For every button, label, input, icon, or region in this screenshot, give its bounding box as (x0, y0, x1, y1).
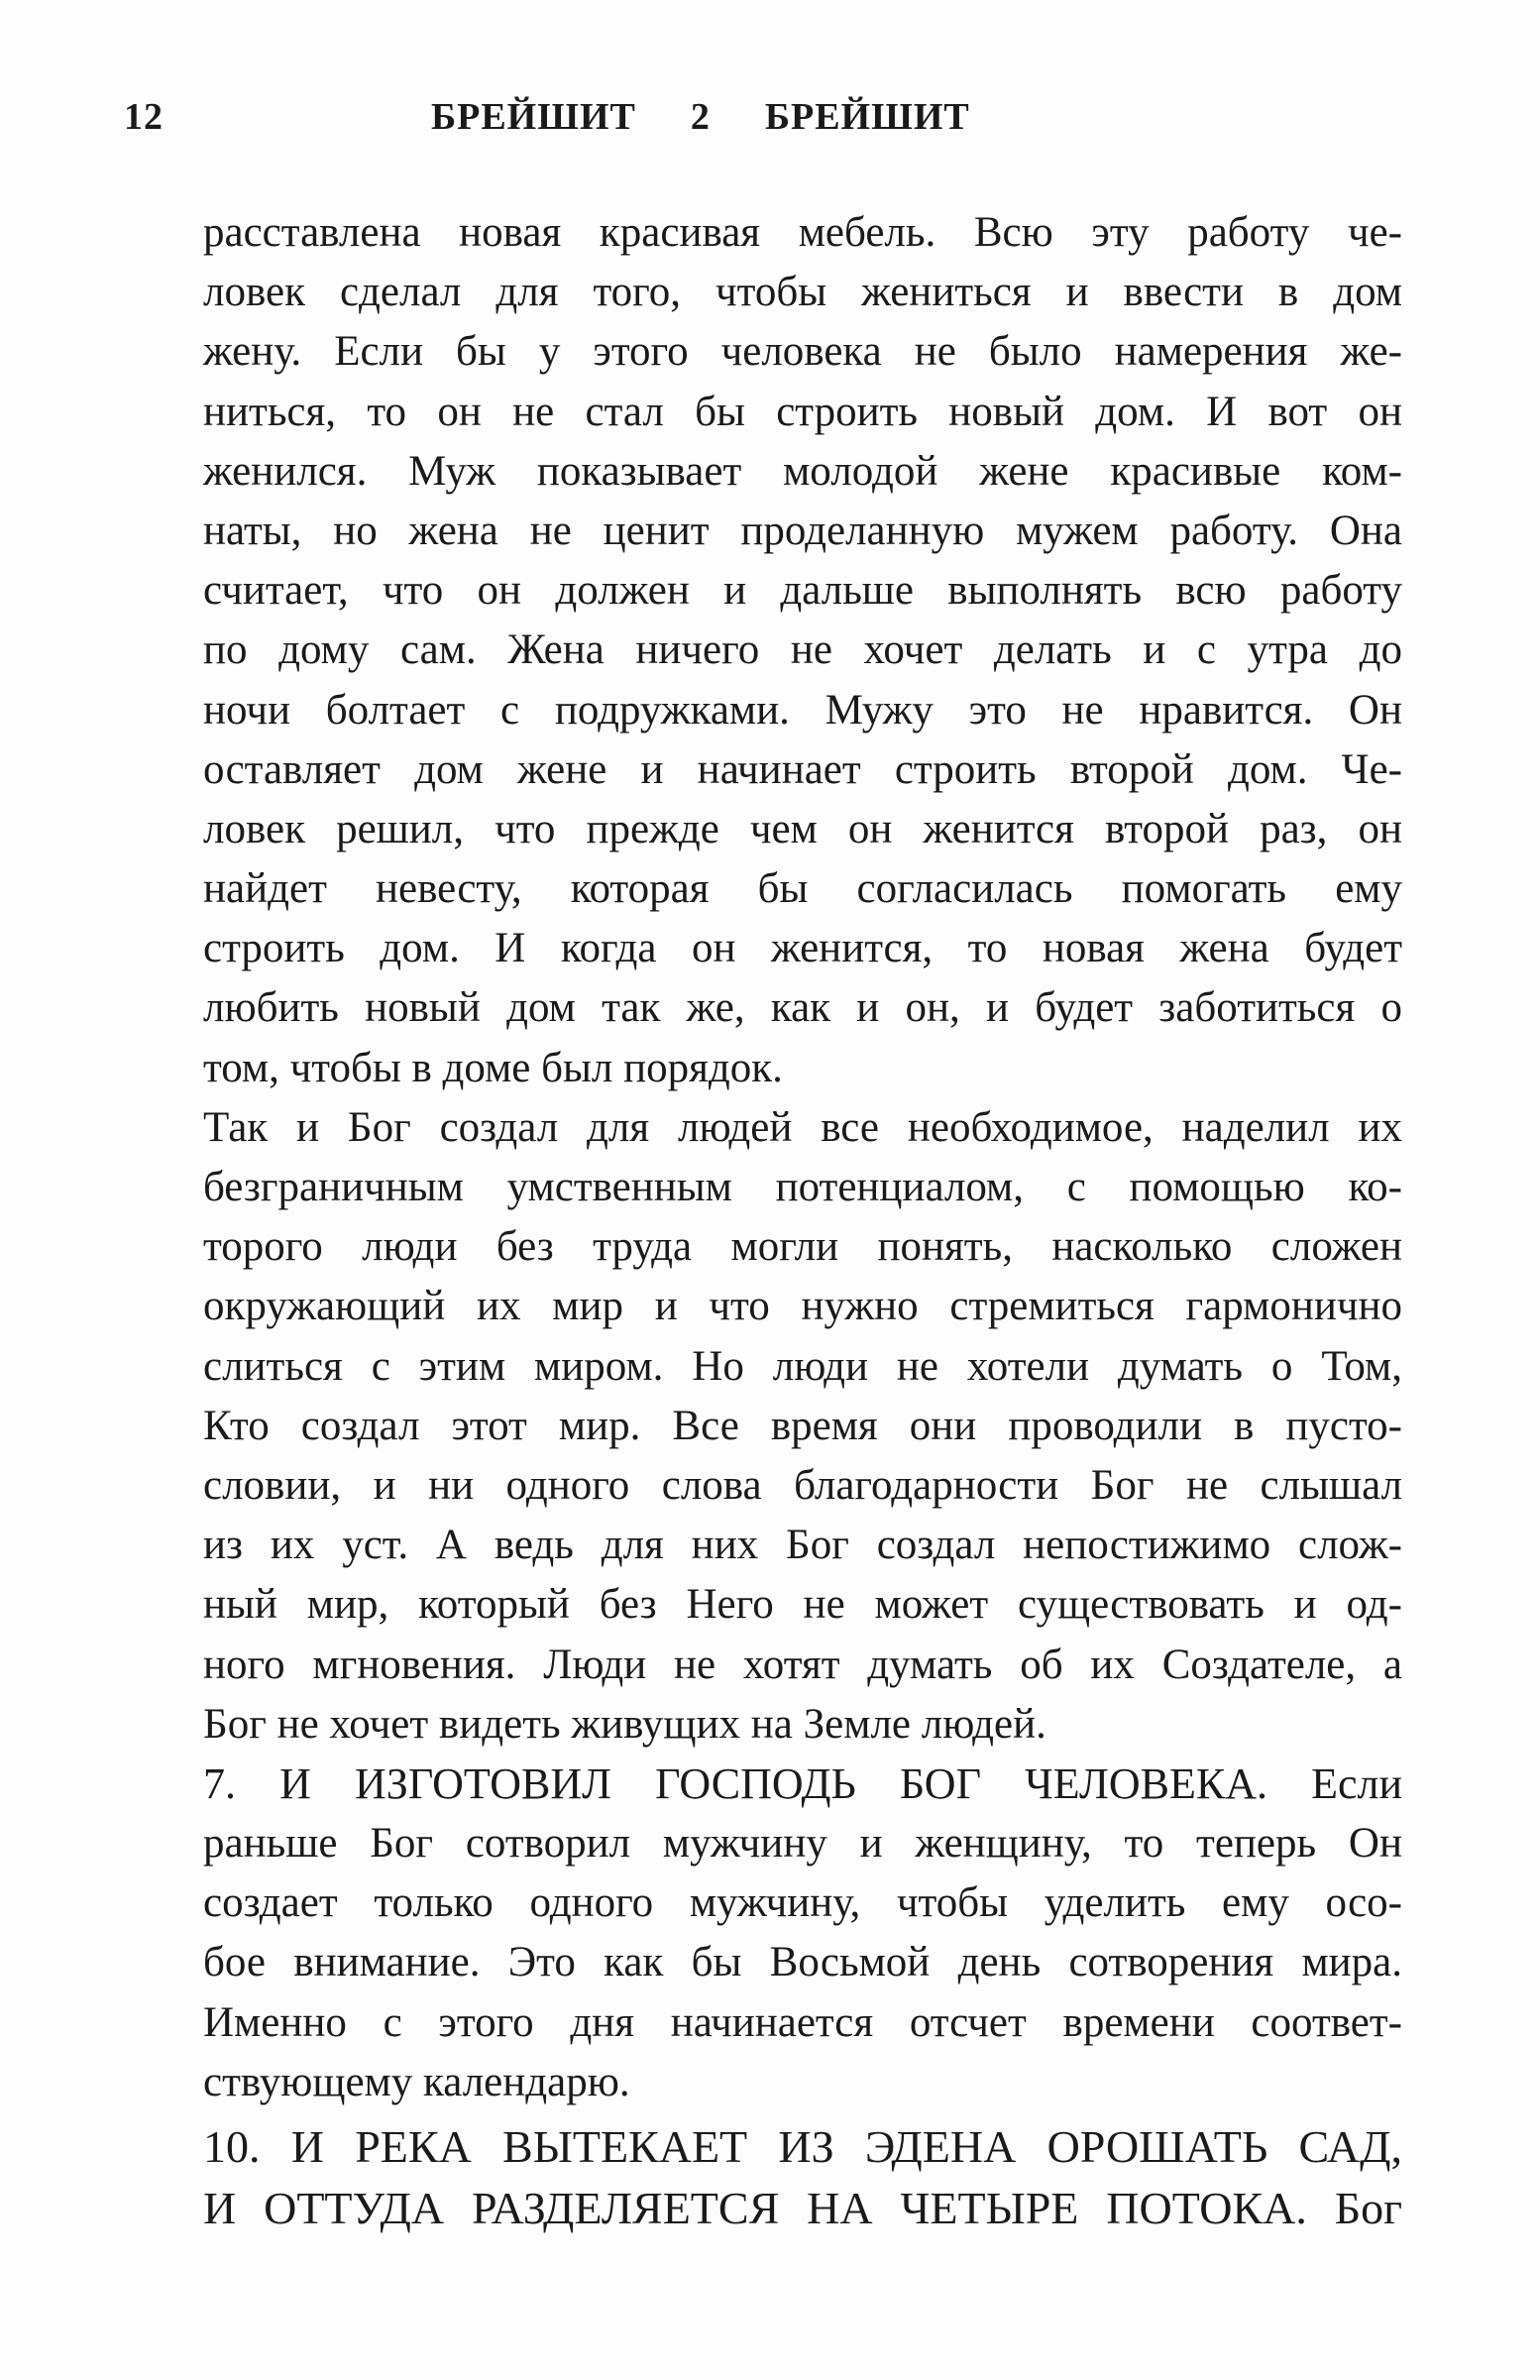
text-line: ниться, то он не стал бы строить новый дом. И вот он (203, 388, 1402, 435)
text-line: Именно с этого дня начинается отсчет времени соответ- (203, 1998, 1402, 2046)
text-line: найдет невесту, которая бы согласилась помогать ему (203, 865, 1402, 913)
text-line: считает, что он должен и дальше выполнять всю работу (203, 567, 1402, 615)
text-line: создает только одного мужчину, чтобы уделить ему осо- (203, 1879, 1402, 1927)
text-line: оставляет дом жене и начинает строить второй дом. Че- (203, 745, 1402, 793)
text-line: безграничным умственным потенциалом, с помощью ко- (203, 1164, 1402, 1210)
running-head (124, 95, 1412, 155)
text-line: том, чтобы в доме был порядок. (203, 1044, 783, 1091)
text-line: ный мир, который без Него не может существовать и од- (203, 1581, 1402, 1629)
text-line: ствующему календарю. (203, 2058, 630, 2105)
text-line: ловек сделал для того, чтобы жениться и ввести в дом (203, 269, 1402, 316)
text-line: ночи болтает с подружками. Мужу это не нравится. Он (203, 686, 1402, 734)
text-line: ловек решил, что прежде чем он женится второй раз, он (203, 805, 1402, 852)
text-line: расставлена новая красивая мебель. Всю эту работу че- (203, 209, 1402, 256)
text-line: женился. Муж показывает молодой жене красивые ком- (203, 447, 1402, 495)
text-line: из их уст. А ведь для них Бог создал непостижимо слож- (203, 1522, 1402, 1569)
text-line: жену. Если бы у этого человека не было намерения же- (203, 328, 1402, 376)
text-line: по дому сам. Жена ничего не хочет делать и с утра до (203, 626, 1402, 674)
running-title-left: БРЕЙШИТ (431, 96, 636, 138)
text-line: любить новый дом так же, как и он, и будет заботиться о (203, 984, 1402, 1032)
text-line: Так и Бог создал для людей все необходимое, наделил их (203, 1103, 1402, 1151)
running-title-right: БРЕЙШИТ (764, 96, 970, 138)
page-number: 12 (124, 96, 164, 138)
verse-heading-line: 7. И ИЗГОТОВИЛ ГОСПОДЬ БОГ ЧЕЛОВЕКА. Если (203, 1758, 1402, 1808)
text-line: строить дом. И когда он женится, то новая жена будет (203, 925, 1402, 972)
text-line: Кто создал этот мир. Все время они проводили в пусто- (203, 1402, 1402, 1449)
text-line: торого люди без труда могли понять, насколько сложен (203, 1223, 1402, 1271)
text-line: Бог не хочет видеть живущих на Земле людей. (203, 1700, 1046, 1748)
chapter-number: 2 (690, 96, 711, 138)
text-line: бое внимание. Это как бы Восьмой день сотворения мира. (203, 1939, 1402, 1986)
text-line: ного мгновения. Люди не хотят думать об их Создателе, а (203, 1641, 1402, 1688)
verse-heading-line: 10. И РЕКА ВЫТЕКАЕТ ИЗ ЭДЕНА ОРОШАТЬ САД, (203, 2121, 1402, 2172)
verse-heading-line: И ОТТУДА РАЗДЕЛЯЕТСЯ НА ЧЕТЫРЕ ПОТОКА. Бог (203, 2183, 1402, 2233)
text-line: слиться с этим миром. Но люди не хотели думать о Том, (203, 1342, 1402, 1390)
running-title (431, 95, 970, 139)
text-line: окружающий их мир и что нужно стремиться гармонично (203, 1283, 1402, 1330)
text-line: раньше Бог сотворил мужчину и женщину, то теперь Он (203, 1820, 1402, 1868)
text-line: словии, и ни одного слова благодарности Бог не слышал (203, 1461, 1402, 1509)
text-line: наты, но жена не ценит проделанную мужем работу. Она (203, 507, 1402, 554)
body-text (203, 203, 1402, 2239)
